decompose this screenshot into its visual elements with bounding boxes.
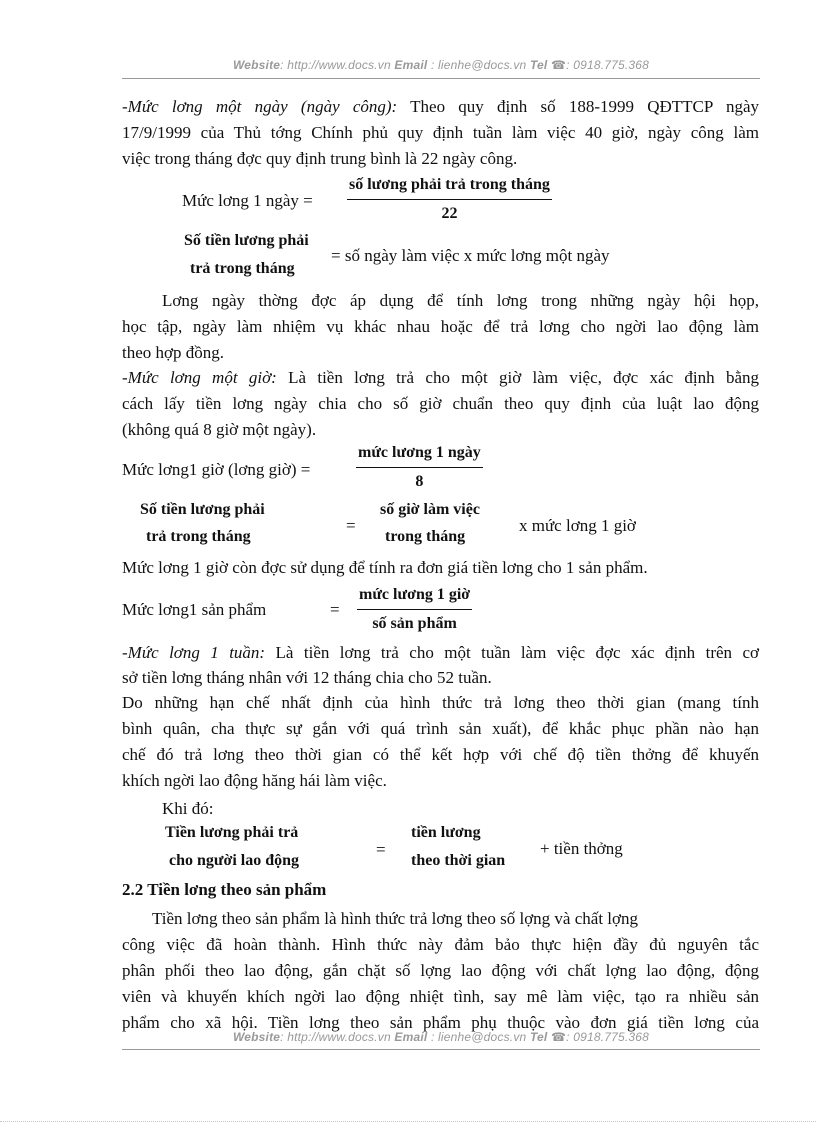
f6-left-2: cho người lao động: [169, 852, 300, 869]
page-footer: [122, 1030, 760, 1044]
f4-left-2: trả trong tháng: [146, 528, 251, 545]
f3-denominator: 8: [415, 473, 424, 490]
f6-equals: =: [376, 840, 386, 859]
p1-lead: -Mức lơng một ngày (ngày công):: [122, 97, 398, 116]
email-label: Email: [394, 58, 428, 72]
f5-equals: =: [330, 600, 340, 619]
footer-email-label: Email: [394, 1030, 428, 1044]
f6-left-1: Tiền lương phải trả: [165, 824, 299, 841]
p8-line1: Tiền lơng theo sản phẩm là hình thức trả lơng theo số lợng và chất lợng: [152, 909, 639, 928]
f6-middle-1: tiền lương: [411, 824, 481, 841]
f2-left-2: trả trong tháng: [190, 260, 295, 277]
p7-line1: Khi đó:: [162, 799, 214, 818]
f4-middle-1: số giờ làm việc: [380, 501, 480, 518]
f4-middle-2: trong tháng: [385, 528, 466, 545]
p3-line2: cách lấy tiền lơng ngày chia cho số giờ chuẩn theo quy định của luật lao động: [122, 394, 759, 413]
tel-label: Tel: [529, 58, 548, 72]
p4-line1: Mức lơng 1 giờ còn đợc sử dụng để tính ra đơn giá tiền lơng cho 1 sản phẩm.: [122, 558, 648, 577]
f4-right: x mức lơng 1 giờ: [519, 516, 636, 535]
header-rule: [122, 78, 760, 79]
f6-middle-2: theo thời gian: [411, 852, 506, 869]
p6-line2: bình quân, cha thực sự gắn với quá trình sản xuất), để khắc phục phần nào hạn: [122, 719, 759, 738]
p3-line3: (không quá 8 giờ một ngày).: [122, 420, 317, 439]
footer-website-url[interactable]: : http://www.docs.vn: [280, 1030, 391, 1044]
f1-left: Mức lơng 1 ngày =: [182, 191, 313, 210]
f2-left-1: Số tiền lương phải: [184, 232, 309, 249]
p5-lead: -Mức lơng 1 tuần:: [122, 643, 266, 662]
website-label: Website: [232, 58, 281, 72]
f6-right: + tiền thởng: [540, 839, 623, 858]
p1-line2: 17/9/1999 của Thủ tớng Chính phủ quy định tuần làm việc 40 giờ, ngày công làm: [122, 123, 759, 142]
page-edge-dots: [0, 1121, 816, 1122]
footer-tel-value: : 0918.775.368: [566, 1030, 650, 1044]
p6-line1: Do những hạn chế nhất định của hình thức trả lơng theo thời gian (mang tính: [122, 693, 759, 712]
footer-website-label: Website: [232, 1030, 281, 1044]
p3-line1: -Mức lơng một giờ: Là tiền lơng trả cho một giờ làm việc, đợc xác định bằng: [122, 368, 759, 387]
p6-line3: chế đó trả lơng theo thời gian có thể kết hợp với chế độ tiền thởng để khuyến: [122, 745, 759, 764]
f3-numerator: mức lương 1 ngày: [356, 442, 483, 468]
f1-denominator: 22: [441, 205, 458, 222]
f5-numerator: mức lương 1 giờ: [357, 584, 472, 610]
email-value[interactable]: : lienhe@docs.vn: [430, 58, 527, 72]
p8-line2: công việc đã hoàn thành. Hình thức này đảm bảo thực hiện đầy đủ nguyên tắc: [122, 935, 759, 954]
p2-line2: học tập, ngày làm nhiệm vụ khác nhau hoặc để trả lơng cho ngời lao động làm: [122, 317, 759, 336]
p5-line2: sở tiền lơng tháng nhân với 12 tháng chia cho 52 tuần.: [122, 668, 492, 687]
f2-right: = số ngày làm việc x mức lơng một ngày: [331, 246, 610, 265]
p8-line4: viên và khuyến khích ngời lao động nhiệt tình, say mê làm việc, tạo ra nhiều sản: [122, 987, 759, 1006]
f4-left-1: Số tiền lương phải: [140, 501, 265, 518]
p2-line1: Lơng ngày thờng đợc áp dụng để tính lơng trong những ngày hội họp,: [162, 291, 759, 310]
tel-value: : 0918.775.368: [566, 58, 650, 72]
f5-fraction: [357, 584, 472, 635]
p8-line3: phân phối theo lao động, gắn chặt số lợng lao động với chất lợng lao động, động: [122, 961, 759, 980]
p5-line1: -Mức lơng 1 tuần: Là tiền lơng trả cho một tuần làm việc đợc xác định trên cơ: [122, 643, 759, 662]
footer-rule: [122, 1049, 760, 1050]
f3-fraction: [356, 442, 483, 493]
p1-line1: -Mức lơng một ngày (ngày công): Theo quy định số 188-1999 QĐTTCP ngày: [122, 97, 759, 116]
phone-icon: ☎: [551, 58, 567, 72]
f1-numerator: số lương phải trả trong tháng: [347, 174, 552, 200]
footer-tel-label: Tel: [529, 1030, 548, 1044]
f3-left: Mức lơng1 giờ (lơng giờ) =: [122, 460, 311, 479]
p8-line5: phẩm cho xã hội. Tiền lơng theo sản phẩm phụ thuộc vào đơn giá tiền lơng của: [122, 1013, 759, 1032]
f4-equals: =: [346, 516, 356, 535]
p6-line4: khích ngời lao động hăng hái làm việc.: [122, 771, 387, 790]
p1-line3: việc trong tháng đợc quy định trung bình là 22 ngày công.: [122, 149, 518, 168]
page-header: [122, 58, 760, 72]
f5-denominator: số sản phẩm: [372, 615, 457, 632]
footer-email-value[interactable]: : lienhe@docs.vn: [430, 1030, 527, 1044]
f1-fraction: [347, 174, 552, 225]
section-heading: 2.2 Tiền lơng theo sản phẩm: [122, 880, 327, 899]
footer-phone-icon: ☎: [551, 1030, 567, 1044]
website-url[interactable]: : http://www.docs.vn: [280, 58, 391, 72]
p3-lead: -Mức lơng một giờ:: [122, 368, 277, 387]
f5-left: Mức lơng1 sản phẩm: [122, 600, 267, 619]
p2-line3: theo hợp đồng.: [122, 343, 225, 362]
